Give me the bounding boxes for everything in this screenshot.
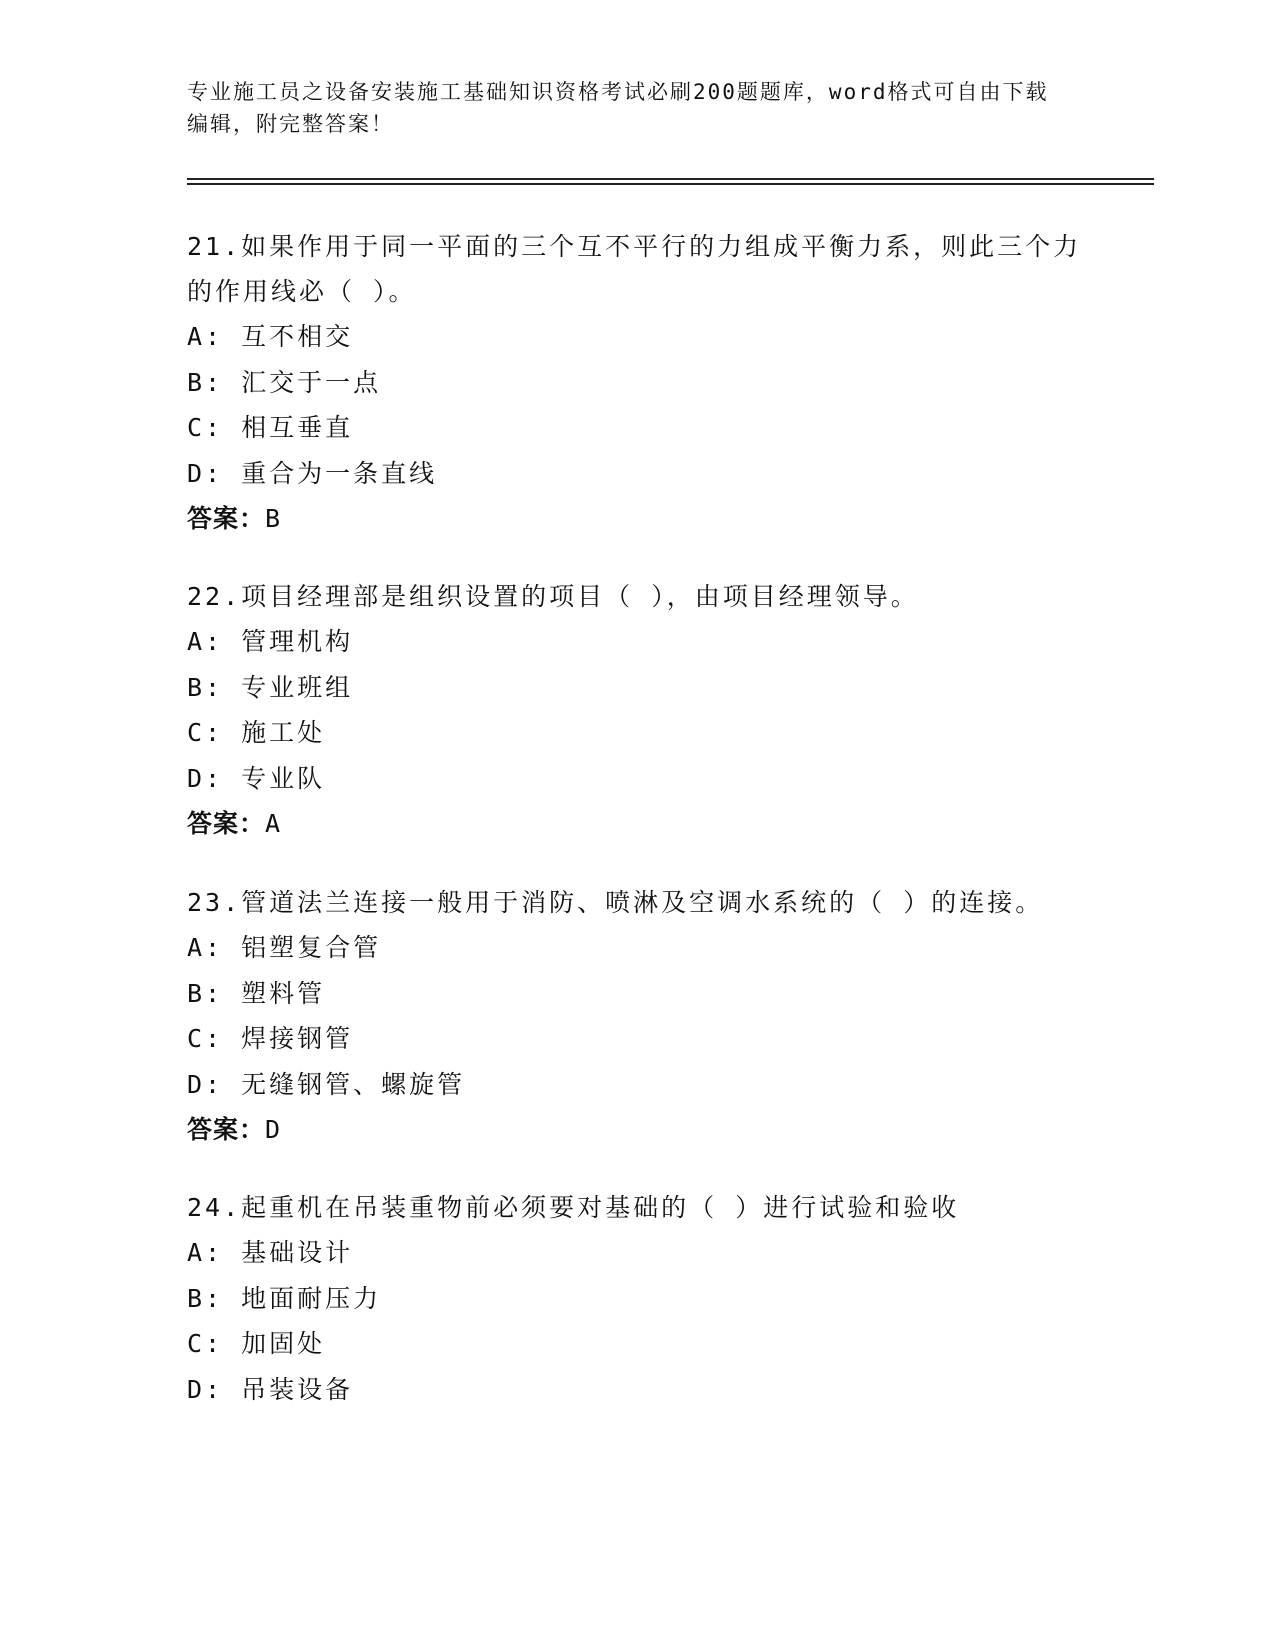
option-a: A: 铝塑复合管	[187, 933, 382, 962]
question-stem: 23.管道法兰连接一般用于消防、喷淋及空调水系统的（ ）的连接。	[187, 888, 1044, 917]
option-c: C: 施工处	[187, 718, 326, 747]
answer-label: 答案：	[187, 1115, 266, 1144]
option-c: C: 相互垂直	[187, 413, 354, 442]
document-header: 专业施工员之设备安装施工基础知识资格考试必刷200题题库，word格式可自由下载编辑，附完整答案！	[187, 80, 1049, 136]
answer-line	[187, 1107, 1087, 1153]
question-stem: 21.如果作用于同一平面的三个互不平行的力组成平衡力系，则此三个力的作用线必（ ）。	[187, 232, 1082, 306]
question-21	[187, 224, 1087, 542]
question-stem: 22.项目经理部是组织设置的项目（ ），由项目经理领导。	[187, 582, 919, 611]
option-d: D: 专业队	[187, 763, 326, 793]
option-a: A: 基础设计	[187, 1238, 354, 1267]
header-divider-top	[187, 178, 1154, 180]
option-b: B: 塑料管	[187, 978, 326, 1008]
option-d: D: 重合为一条直线	[187, 458, 438, 488]
option-c: C: 焊接钢管	[187, 1024, 354, 1053]
option-b: B: 汇交于一点	[187, 367, 382, 397]
option-a: A: 管理机构	[187, 627, 354, 656]
option-b: B: 专业班组	[187, 672, 354, 702]
question-24	[187, 1185, 1087, 1412]
answer-value: A	[265, 809, 282, 838]
question-23	[187, 880, 1087, 1153]
option-d: D: 无缝钢管、螺旋管	[187, 1069, 466, 1099]
option-c: C: 加固处	[187, 1329, 326, 1358]
answer-line	[187, 801, 1087, 847]
option-d: D: 吊装设备	[187, 1374, 354, 1404]
header-divider-bottom	[187, 183, 1154, 185]
answer-value: B	[265, 504, 282, 533]
option-b: B: 地面耐压力	[187, 1283, 382, 1313]
answer-label: 答案：	[187, 809, 266, 838]
question-22	[187, 574, 1087, 847]
question-stem: 24.起重机在吊装重物前必须要对基础的（ ）进行试验和验收	[187, 1193, 960, 1222]
option-a: A: 互不相交	[187, 322, 354, 351]
answer-label: 答案：	[187, 504, 266, 533]
answer-value: D	[265, 1115, 282, 1144]
answer-line	[187, 496, 1087, 542]
